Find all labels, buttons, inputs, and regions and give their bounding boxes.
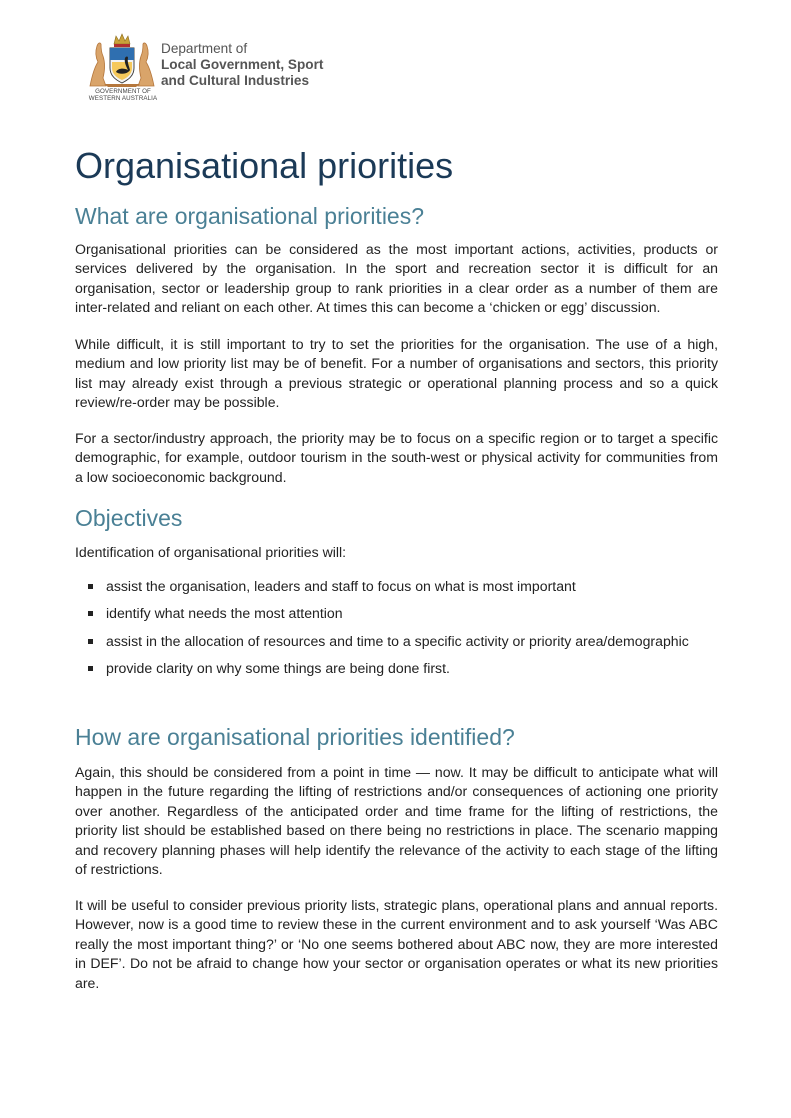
objectives-intro: Identification of organisational priorities will: xyxy=(75,544,347,560)
list-item xyxy=(75,604,735,631)
list-item-text: assist in the allocation of resources and time to a specific activity or priority area/demographic xyxy=(106,632,689,649)
department-name-line1: Department of xyxy=(161,41,248,56)
list-item-text: assist the organisation, leaders and staff to focus on what is most important xyxy=(106,578,576,594)
list-item xyxy=(75,632,735,659)
list-item-text: provide clarity on why some things are being done first. xyxy=(106,660,450,677)
department-name xyxy=(161,41,323,89)
list-item xyxy=(75,659,735,686)
department-name-line3: and Cultural Industries xyxy=(161,73,310,88)
bullet-square-icon xyxy=(88,639,93,644)
bullet-square-icon xyxy=(88,666,93,671)
how-paragraph-2: It will be useful to consider previous priority lists, strategic plans, operational plans and annual reports. However, now is a good time to review these in the current environment and to ask yourself ‘Was ABC really the most important thing?’ or ‘No one seems bothered about ABC now, they are more interested in DEF’. Do not be afraid to change how your sector or organisation operates or what its new priorities are. xyxy=(75,897,718,991)
bullet-square-icon xyxy=(88,611,93,616)
crest-caption-line2: WESTERN AUSTRALIA xyxy=(88,95,158,102)
objectives-list xyxy=(75,577,735,687)
section-heading-objectives: Objectives xyxy=(75,505,183,531)
list-item xyxy=(75,577,735,604)
what-paragraph-2: While difficult, it is still important to try to set the priorities for the organisation. The use of a high, medium and low priority list may be of benefit. For a number of organisations and sectors, this priority list may already exist through a previous strategic or operational planning process and so a quick review/re-order may be possible. xyxy=(75,336,718,411)
how-paragraph-1: Again, this should be considered from a point in time — now. It may be difficult to anticipate what will happen in the future regarding the lifting of restrictions and/or consequences of actioning one priority over another. Regardless of the anticipated order and time frame for the lifting of restrictions, the priority list should be established based on there being no restrictions in place. The scenario mapping and recovery planning phases will help identify the relevance of the activity to each stage of the lifting of restrictions. xyxy=(75,764,718,878)
section-heading-how: How are organisational priorities identified? xyxy=(75,724,515,750)
page-title: Organisational priorities xyxy=(75,145,454,186)
section-heading-what: What are organisational priorities? xyxy=(75,203,425,229)
what-paragraph-3: For a sector/industry approach, the priority may be to focus on a specific region or to target a specific demographic, for example, outdoor tourism in the south-west or physical activity for communities from a low socioeconomic background. xyxy=(75,430,718,485)
list-item-text: identify what needs the most attention xyxy=(106,605,343,622)
bullet-square-icon xyxy=(88,584,93,589)
department-name-line2: Local Government, Sport xyxy=(161,57,324,72)
crest-caption xyxy=(86,88,160,102)
crest-caption-line1: GOVERNMENT OF xyxy=(95,88,151,95)
department-logo xyxy=(86,32,346,107)
wa-coat-of-arms-icon xyxy=(86,32,158,88)
what-paragraph-1: Organisational priorities can be considered as the most important actions, activities, products or services delivered by the organisation. In the sport and recreation sector it is difficult for an organisation, sector or leadership group to rank priorities in a clear order as a number of them are inter-related and reliant on each other. At times this can become a ‘chicken or egg’ discussion. xyxy=(75,241,718,316)
